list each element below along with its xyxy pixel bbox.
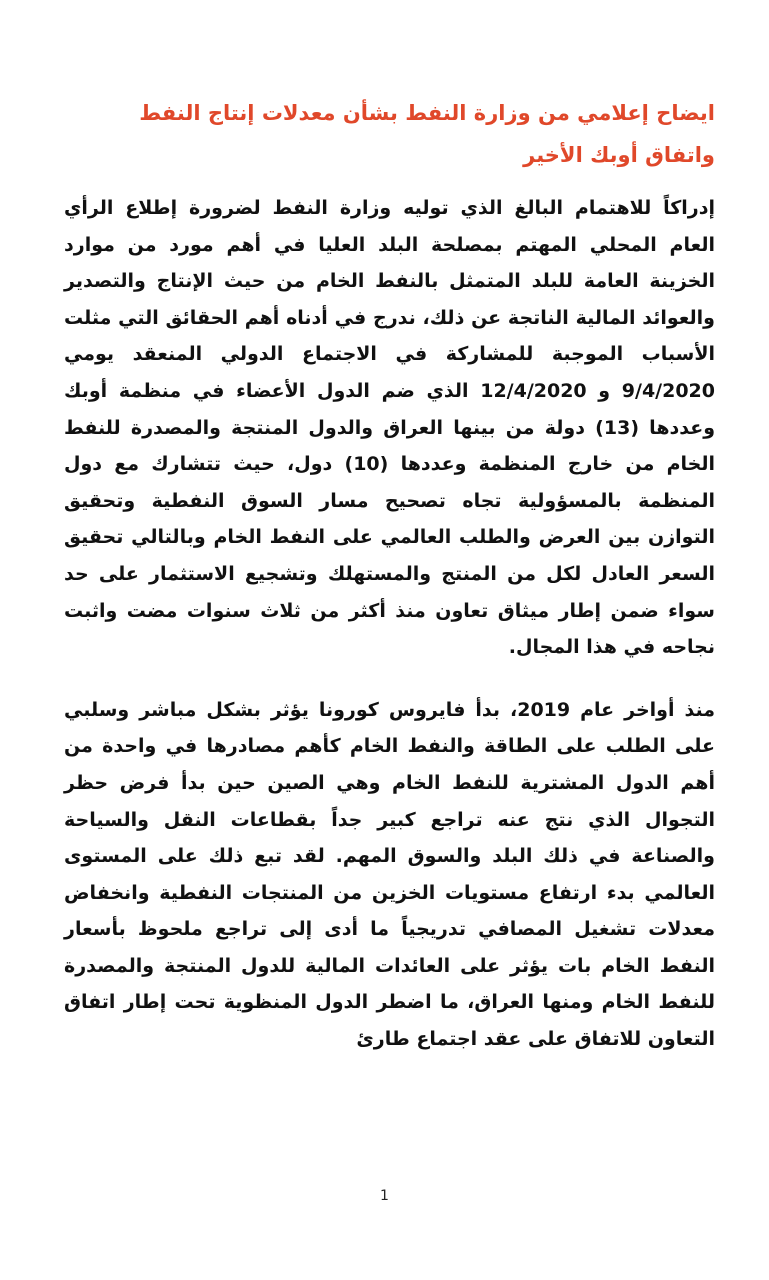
document-title: ايضاح إعلامي من وزارة النفط بشأن معدلات إنتاج النفط واتفاق أوبك الأخير <box>139 101 715 167</box>
page-number: 1 <box>380 1188 389 1204</box>
paragraph-intro: إدراكاً للاهتمام البالغ الذي توليه وزارة النفط لضرورة إطلاع الرأي العام المحلي المهتم بمصلحة البلد العليا في أهم مورد من موارد الخزينة العامة للبلد المتمثل بالنفط الخام من حيث الإنتاج والتصدير والعوائد المالية الناتجة عن ذلك، ندرج في أدناه أهم الحقائق التي مثلت الأسباب الموجبة للمشاركة في الاجتماع الدولي المنعقد يومي 9/4/2020 و 12/4/2020 الذي ضم الدول الأعضاء في منظمة أوبك وعددها (13) دولة من بينها العراق والدول المنتجة والمصدرة للنفط الخام من خارج المنظمة وعددها (10) دول، حيث تتشارك مع دول المنظمة بالمسؤولية تجاه تصحيح مسار السوق النفطية وتحقيق التوازن بين العرض والطلب العالمي على النفط الخام وبالتالي تحقيق السعر العادل لكل من المنتج والمستهلك وتشجيع الاستثمار على حد سواء ضمن إطار ميثاق تعاون منذ أكثر من ثلاث سنوات مضت واثبت نجاحه في هذا المجال. <box>64 197 716 659</box>
paragraph-covid: منذ أواخر عام 2019، بدأ فايروس كورونا يؤثر بشكل مباشر وسلبي على الطلب على الطاقة والنفط الخام كأهم مصادرها في واحدة من أهم الدول المشترية للنفط الخام وهي الصين حين بدأ فرض حظر التجوال الذي نتج عنه تراجع كبير جداً بقطاعات النقل والسياحة والصناعة في ذلك البلد والسوق المهم. لقد تبع ذلك على المستوى العالمي بدء ارتفاع مستويات الخزين من المنتجات النفطية وانخفاض معدلات تشغيل المصافي تدريجياً ما أدى إلى تراجع ملحوظ بأسعار النفط الخام بات يؤثر على العائدات المالية للدول المنتجة والمصدرة للنفط الخام ومنها العراق، ما اضطر الدول المنظوية تحت إطار اتفاق التعاون للاتفاق على عقد اجتماع طارئ <box>64 698 715 1051</box>
